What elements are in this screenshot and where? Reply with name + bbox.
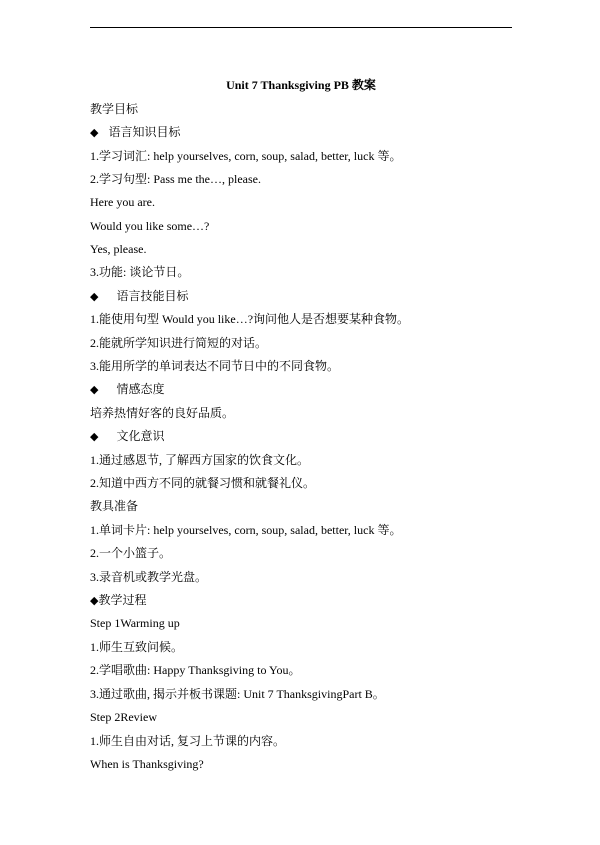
step-heading: Step 1Warming up — [90, 616, 180, 630]
paragraph: 2.一个小篮子。 — [90, 546, 172, 560]
paragraph: 培养热情好客的良好品质。 — [90, 406, 235, 420]
diamond-bullet-icon: ◆ — [90, 127, 99, 139]
paragraph: 2.学唱歌曲: Happy Thanksgiving to You。 — [90, 663, 301, 677]
bullet-heading-label: 文化意识 — [116, 429, 165, 443]
paragraph: Here you are. — [90, 195, 155, 209]
bullet-heading-label: 语言技能目标 — [116, 289, 189, 303]
paragraph: Would you like some…? — [90, 219, 210, 233]
paragraph: 3.能用所学的单词表达不同节日中的不同食物。 — [90, 359, 340, 373]
bullet-heading-language-skills — [90, 288, 188, 305]
bullet-heading-culture — [90, 428, 164, 445]
paragraph: When is Thanksgiving? — [90, 757, 204, 771]
paragraph: 1.能使用句型 Would you like…?询问他人是否想要某种食物。 — [90, 312, 410, 326]
step-heading: Step 2Review — [90, 710, 157, 724]
paragraph: 3.通过歌曲, 揭示并板书课题: Unit 7 ThanksgivingPart B。 — [90, 687, 385, 701]
document-title: Unit 7 Thanksgiving PB 教案 — [226, 78, 376, 92]
diamond-bullet-icon: ◆ — [90, 595, 99, 607]
paragraph: 3.录音机或教学光盘。 — [90, 570, 208, 584]
paragraph: 1.师生互致问候。 — [90, 640, 184, 654]
bullet-heading-procedure — [90, 592, 146, 609]
paragraph: 2.能就所学知识进行简短的对话。 — [90, 336, 268, 350]
header-rule — [90, 27, 512, 28]
bullet-heading-attitude — [90, 381, 164, 398]
diamond-bullet-icon: ◆ — [90, 291, 99, 303]
paragraph: 3.功能: 谈论节日。 — [90, 265, 190, 279]
bullet-heading-label: 教学过程 — [98, 593, 147, 607]
paragraph: 2.知道中西方不同的就餐习惯和就餐礼仪。 — [90, 476, 316, 490]
section-heading-teaching-goals: 教学目标 — [90, 102, 139, 116]
paragraph: 1.师生自由对话, 复习上节课的内容。 — [90, 734, 286, 748]
diamond-bullet-icon: ◆ — [90, 431, 99, 443]
bullet-heading-label: 语言知识目标 — [108, 125, 181, 139]
bullet-heading-label: 情感态度 — [116, 382, 165, 396]
paragraph: 1.通过感恩节, 了解西方国家的饮食文化。 — [90, 453, 310, 467]
section-heading-materials: 教具准备 — [90, 499, 139, 513]
diamond-bullet-icon: ◆ — [90, 384, 99, 396]
paragraph: 2.学习句型: Pass me the…, please. — [90, 172, 261, 186]
paragraph: Yes, please. — [90, 242, 147, 256]
paragraph: 1.学习词汇: help yourselves, corn, soup, salad, better, luck 等。 — [90, 149, 402, 163]
paragraph: 1.单词卡片: help yourselves, corn, soup, salad, better, luck 等。 — [90, 523, 402, 537]
bullet-heading-language-knowledge — [90, 124, 180, 141]
